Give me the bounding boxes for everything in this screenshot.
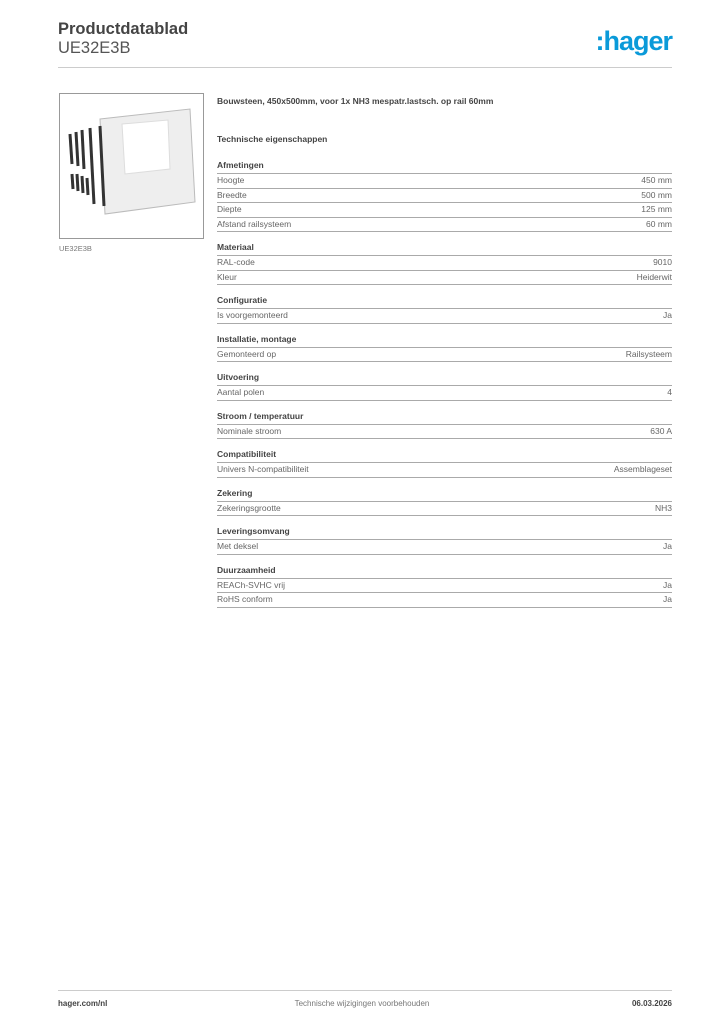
spec-row — [217, 463, 672, 478]
spec-label: Met deksel — [217, 541, 259, 551]
spec-section — [217, 411, 672, 440]
footer-disclaimer: Technische wijzigingen voorbehouden — [294, 999, 430, 1008]
spec-row — [217, 174, 672, 189]
spec-section — [217, 160, 672, 232]
spec-value: Heiderwit — [636, 271, 672, 282]
spec-label: Gemonteerd op — [217, 348, 277, 359]
spec-sections — [217, 160, 672, 608]
spec-row — [217, 309, 672, 324]
spec-row — [217, 502, 672, 517]
section-heading: Materiaal — [217, 242, 672, 256]
spec-label: Breedte — [217, 189, 247, 200]
spec-row — [217, 540, 672, 555]
product-image — [59, 93, 204, 239]
spec-row — [217, 218, 672, 233]
spec-value: 630 A — [650, 425, 672, 436]
spec-value: Assemblageset — [613, 464, 672, 474]
spec-value: 9010 — [653, 257, 672, 267]
spec-section — [217, 334, 672, 363]
header-divider — [58, 67, 672, 68]
spec-row — [217, 256, 672, 271]
spec-value: 450 mm — [641, 175, 672, 185]
spec-row — [217, 425, 672, 440]
footer-date: 06.03.2026 — [631, 999, 672, 1008]
spec-section — [217, 295, 672, 324]
spec-value: Ja — [663, 594, 672, 604]
spec-label: REACh-SVHC vrij — [217, 579, 286, 590]
spec-label: RAL-code — [217, 257, 255, 267]
spec-section — [217, 565, 672, 608]
spec-row — [217, 579, 672, 594]
section-heading: Uitvoering — [217, 372, 672, 386]
spec-label: Zekeringsgrootte — [217, 502, 281, 513]
spec-label: Kleur — [217, 271, 237, 282]
spec-label: RoHS conform — [217, 594, 273, 604]
spec-label: Diepte — [217, 204, 242, 214]
spec-value: 4 — [667, 387, 672, 397]
spec-row — [217, 593, 672, 608]
product-description: Bouwsteen, 450x500mm, voor 1x NH3 mespatr.lastsch. op rail 60mm — [217, 96, 494, 106]
spec-label: Afstand railsysteem — [217, 218, 292, 229]
section-heading: Zekering — [217, 488, 672, 502]
footer-divider — [58, 990, 672, 991]
product-code: UE32E3B — [58, 39, 131, 57]
hager-logo: :hager — [595, 26, 672, 56]
spec-section — [217, 488, 672, 517]
tech-heading: Technische eigenschappen — [217, 134, 328, 144]
section-heading: Stroom / temperatuur — [217, 411, 672, 425]
spec-label: Univers N-compatibiliteit — [217, 464, 309, 474]
page-title: Productdatablad — [58, 20, 189, 38]
section-heading: Afmetingen — [217, 160, 672, 174]
spec-row — [217, 386, 672, 401]
section-heading: Leveringsomvang — [217, 526, 672, 540]
spec-value: Ja — [663, 579, 672, 590]
spec-value: NH3 — [654, 502, 672, 513]
product-content — [217, 96, 672, 618]
spec-row — [217, 271, 672, 286]
section-heading: Duurzaamheid — [217, 565, 672, 579]
image-caption: UE32E3B — [59, 244, 92, 253]
spec-label: Hoogte — [217, 175, 245, 185]
spec-value: 125 mm — [641, 204, 672, 214]
spec-label: Nominale stroom — [217, 425, 282, 436]
spec-section — [217, 372, 672, 401]
spec-section — [217, 526, 672, 555]
spec-label: Aantal polen — [217, 387, 265, 397]
spec-value: Ja — [663, 310, 672, 320]
spec-row — [217, 348, 672, 363]
spec-section — [217, 449, 672, 478]
section-heading: Configuratie — [217, 295, 672, 309]
spec-value: 500 mm — [641, 189, 672, 200]
spec-section — [217, 242, 672, 285]
section-heading: Installatie, montage — [217, 334, 672, 348]
spec-row — [217, 203, 672, 218]
spec-row — [217, 189, 672, 204]
section-heading: Compatibiliteit — [217, 449, 672, 463]
footer-website-link[interactable]: hager.com/nl — [58, 999, 108, 1008]
spec-value: 60 mm — [646, 218, 672, 229]
spec-value: Railsysteem — [625, 348, 672, 359]
spec-value: Ja — [663, 541, 672, 551]
spec-label: Is voorgemonteerd — [217, 310, 288, 320]
